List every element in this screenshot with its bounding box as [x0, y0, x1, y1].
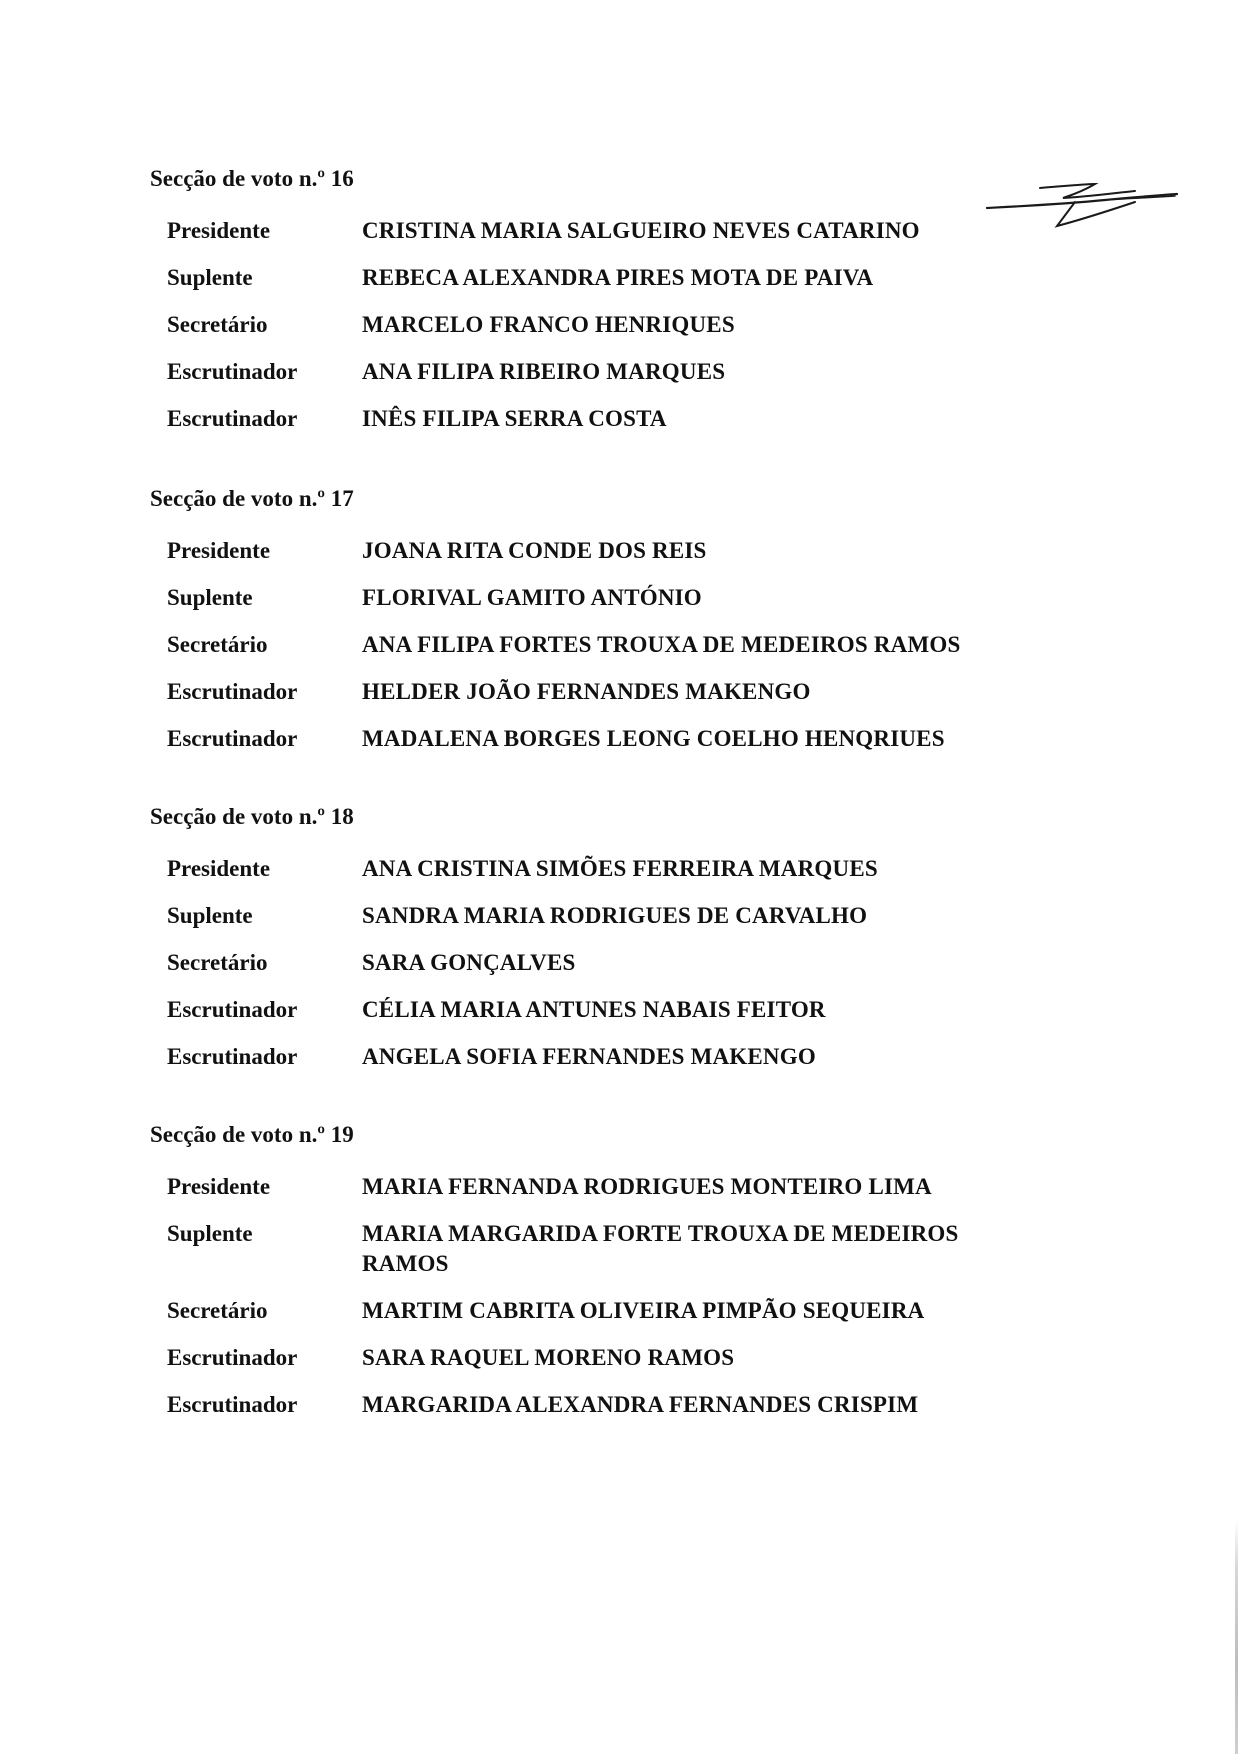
- member-role: Presidente: [167, 856, 271, 881]
- member-row: [167, 1296, 1050, 1326]
- member-name: MARIA MARGARIDA FORTE TROUXA DE MEDEIROS RAMOS: [362, 1221, 959, 1276]
- member-name: HELDER JOÃO FERNANDES MAKENGO: [362, 679, 811, 704]
- member-row: [167, 724, 1050, 754]
- member-role: Suplente: [167, 1221, 253, 1246]
- member-row: [167, 1042, 1050, 1072]
- member-row: [167, 1390, 1050, 1420]
- member-name: MARIA FERNANDA RODRIGUES MONTEIRO LIMA: [362, 1174, 932, 1199]
- member-role: Suplente: [167, 265, 253, 290]
- member-name: JOANA RITA CONDE DOS REIS: [362, 538, 707, 563]
- member-row: [167, 1343, 1050, 1373]
- member-row: [167, 854, 1050, 884]
- member-name: MADALENA BORGES LEONG COELHO HENQRIUES: [362, 726, 945, 751]
- member-name: SANDRA MARIA RODRIGUES DE CARVALHO: [362, 903, 868, 928]
- member-row: [167, 583, 1050, 613]
- member-name: ANGELA SOFIA FERNANDES MAKENGO: [362, 1044, 816, 1069]
- member-role: Escrutinador: [167, 1392, 298, 1417]
- section-title-label: Secção de voto n.º: [150, 486, 325, 511]
- member-role: Presidente: [167, 218, 271, 243]
- voting-section-18: [150, 802, 1050, 1089]
- member-role: Secretário: [167, 632, 268, 657]
- member-name: CÉLIA MARIA ANTUNES NABAIS FEITOR: [362, 997, 826, 1022]
- section-title-label: Secção de voto n.º: [150, 804, 325, 829]
- member-row: [167, 357, 1050, 387]
- member-row: [167, 995, 1050, 1025]
- member-role: Suplente: [167, 585, 253, 610]
- voting-section-16: [150, 164, 1050, 451]
- member-name: INÊS FILIPA SERRA COSTA: [362, 406, 667, 431]
- member-row: [167, 216, 1050, 246]
- member-role: Escrutinador: [167, 726, 298, 751]
- member-role: Presidente: [167, 1174, 271, 1199]
- member-row: [167, 536, 1050, 566]
- member-row: [167, 901, 1050, 931]
- section-title-label: Secção de voto n.º: [150, 166, 325, 191]
- member-role: Escrutinador: [167, 359, 298, 384]
- section-number: 19: [330, 1122, 354, 1147]
- member-row: [167, 310, 1050, 340]
- section-number: 16: [330, 166, 354, 191]
- member-name: MARTIM CABRITA OLIVEIRA PIMPÃO SEQUEIRA: [362, 1298, 925, 1323]
- section-number: 18: [330, 804, 354, 829]
- member-name: SARA GONÇALVES: [362, 950, 576, 975]
- member-role: Escrutinador: [167, 1044, 298, 1069]
- section-title: [150, 484, 1050, 514]
- member-row: [167, 404, 1050, 434]
- member-role: Secretário: [167, 312, 268, 337]
- member-row: [167, 948, 1050, 978]
- member-name: MARGARIDA ALEXANDRA FERNANDES CRISPIM: [362, 1392, 919, 1417]
- member-row: [167, 630, 1050, 660]
- scan-edge-mark: [1235, 1520, 1238, 1754]
- member-role: Secretário: [167, 1298, 268, 1323]
- member-name: SARA RAQUEL MORENO RAMOS: [362, 1345, 735, 1370]
- section-title: [150, 1120, 1050, 1150]
- section-title-label: Secção de voto n.º: [150, 1122, 325, 1147]
- member-name: FLORIVAL GAMITO ANTÓNIO: [362, 585, 702, 610]
- member-role: Secretário: [167, 950, 268, 975]
- section-title: [150, 164, 1050, 194]
- section-title: [150, 802, 1050, 832]
- member-name: ANA FILIPA RIBEIRO MARQUES: [362, 359, 726, 384]
- member-role: Escrutinador: [167, 406, 298, 431]
- member-role: Suplente: [167, 903, 253, 928]
- member-name: REBECA ALEXANDRA PIRES MOTA DE PAIVA: [362, 265, 874, 290]
- member-name: ANA CRISTINA SIMÕES FERREIRA MARQUES: [362, 856, 878, 881]
- member-role: Escrutinador: [167, 679, 298, 704]
- voting-section-19: [150, 1120, 1050, 1437]
- member-row: [167, 263, 1050, 293]
- member-name: ANA FILIPA FORTES TROUXA DE MEDEIROS RAMOS: [362, 632, 961, 657]
- section-number: 17: [330, 486, 354, 511]
- member-name: MARCELO FRANCO HENRIQUES: [362, 312, 735, 337]
- member-role: Presidente: [167, 538, 271, 563]
- member-role: Escrutinador: [167, 997, 298, 1022]
- member-role: Escrutinador: [167, 1345, 298, 1370]
- voting-section-17: [150, 484, 1050, 771]
- member-name: CRISTINA MARIA SALGUEIRO NEVES CATARINO: [362, 218, 920, 243]
- member-row: [167, 677, 1050, 707]
- member-row: [167, 1172, 1050, 1202]
- member-row: [167, 1219, 1050, 1279]
